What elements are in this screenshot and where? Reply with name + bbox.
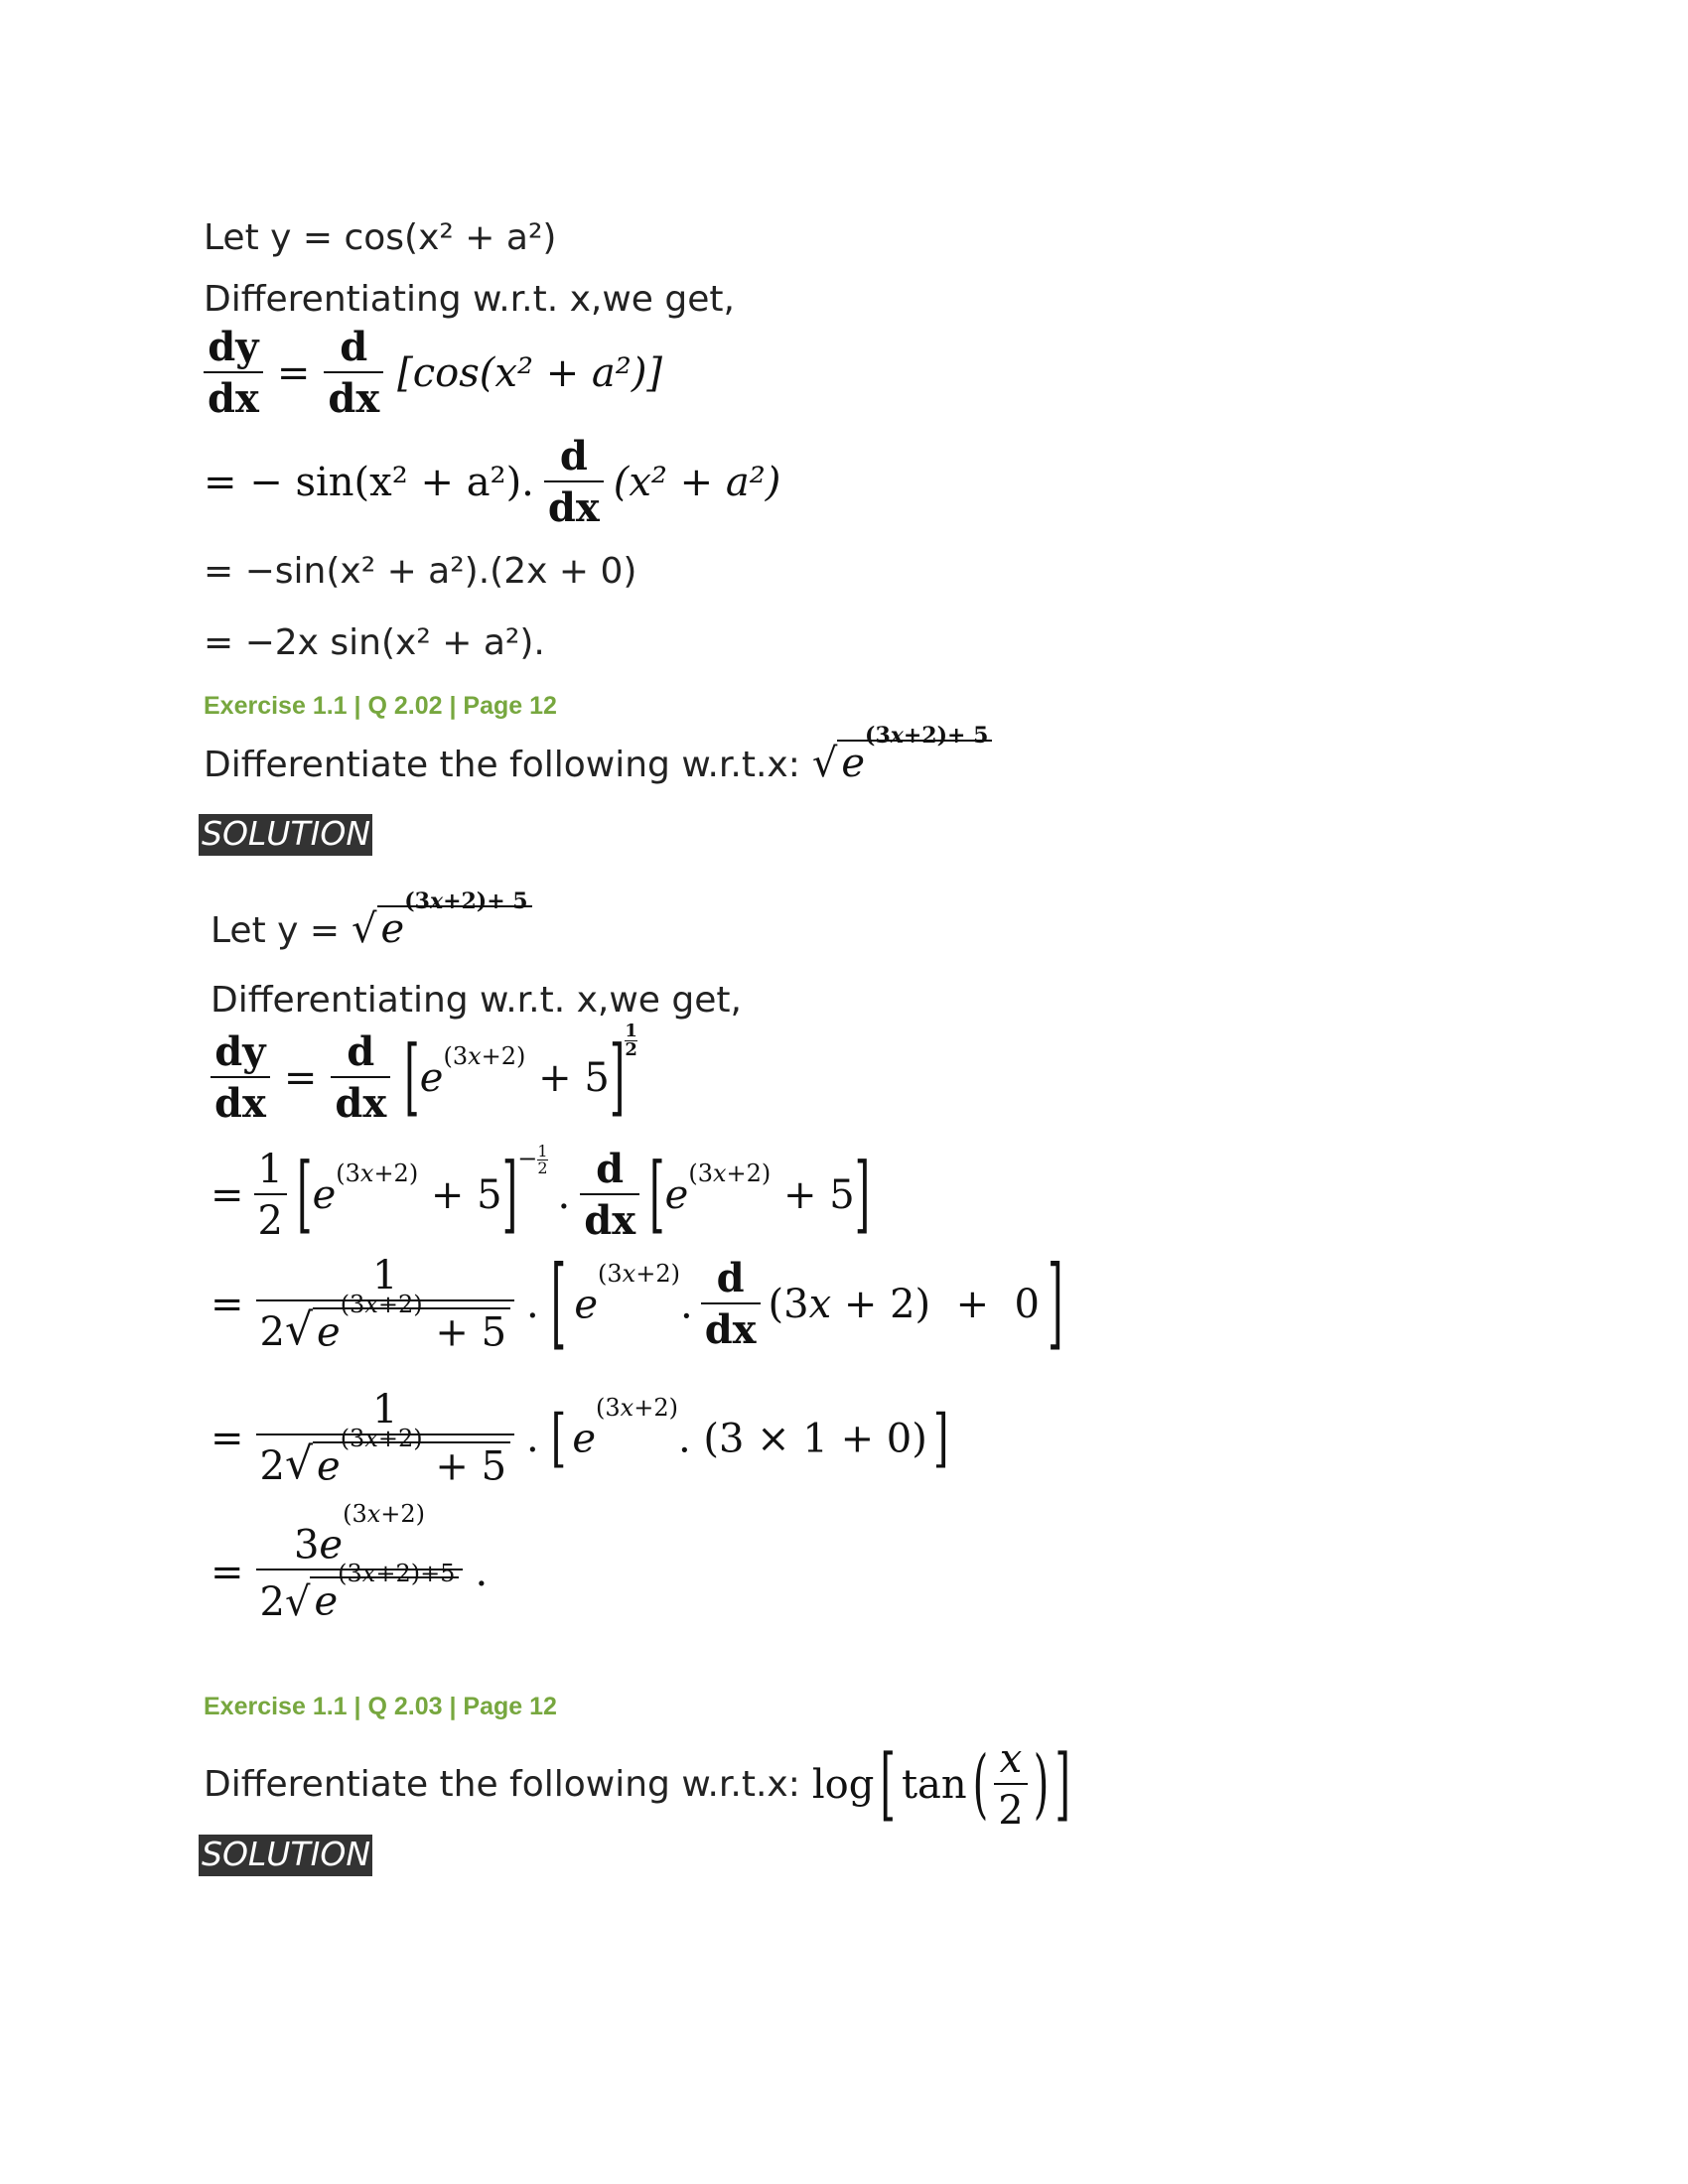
derivative-step-3 — [204, 551, 637, 592]
question-q203-expr: log [ tan ( $\frac{x}{2}$ ) ] — [811, 1736, 1070, 1834]
question-q203-text: Differentiate the following w.r.t.x: — [204, 1764, 800, 1805]
let-y-sqrt: √ $e^{(3x+2)+ 5}$ — [352, 905, 532, 949]
differentiating-line-1 — [204, 279, 735, 320]
q202-step-1: $\frac{dy}{dx}$ = $\frac{d}{dx}$ [ e $^{(3x +2)}$ + 5 ] 1 2 — [211, 1032, 637, 1124]
solution-button-q202[interactable] — [199, 814, 372, 856]
dx-denominator: dx — [324, 371, 383, 419]
inner-expression: (x² + a²) — [613, 460, 781, 505]
question-q202-sqrt — [811, 722, 993, 786]
derivative-step-1 — [204, 324, 663, 422]
exercise-ref-q203-text[interactable]: Exercise 1.1 | Q 2.03 | Page 12 — [204, 1693, 557, 1720]
solution-button-q203[interactable] — [199, 1835, 372, 1876]
differentiating-text-2: Differentiating w.r.t. x,we get, — [211, 980, 742, 1021]
question-q203 — [204, 1736, 1070, 1834]
question-q202 — [204, 722, 992, 786]
solution-label-q203[interactable]: SOLUTION — [202, 1835, 371, 1873]
d-numerator: d — [340, 324, 368, 370]
q202-step-5: = $3e^{(3x+2)}$ 2 √ $e^{(3x+2)+5}$ . — [211, 1500, 489, 1625]
radicand-q202: $e^{(3x+2)+ 5}$ — [837, 740, 992, 783]
let-y-cos-line — [204, 217, 557, 258]
two-denominator: 2 — [994, 1783, 1027, 1831]
differentiating-text-1: Differentiating w.r.t. x,we get, — [204, 279, 735, 320]
x-over-2-fraction — [994, 1736, 1027, 1834]
step4-text: = −2x sin(x² + a²). — [204, 622, 545, 663]
derivative-step-2 — [204, 433, 781, 531]
q202-step-4: = 1 2 √ $e^{(3x+2)} + 5$ . [ $e^{(3x+2)}$. (3 × 1 + 0) ] — [211, 1387, 949, 1490]
step3-text: = −sin(x² + a²).(2x + 0) — [204, 551, 637, 592]
dx-denominator-2: dx — [544, 480, 604, 528]
let-y-sqrt-line — [211, 887, 532, 952]
cos-expression: [cos(x² + a²)] — [397, 350, 663, 396]
d-dx-operator-2 — [544, 433, 604, 531]
exercise-ref-q202[interactable] — [204, 692, 557, 721]
equals-sign: = — [276, 350, 311, 396]
d-numerator-2: d — [559, 433, 588, 479]
q202-step-2: = $\frac{1}{2}$ [ e $^{(3x +2)}$ + 5 ] − $\frac{1}{2}$ . $\frac{d}{dx}$ [ e $^{(3x +2)}$ + 5 ] — [211, 1141, 871, 1244]
exercise-ref-q203[interactable] — [204, 1693, 557, 1721]
log-text: log — [811, 1762, 875, 1808]
let-y-prefix: Let y = — [211, 910, 341, 951]
question-q202-text: Differentiate the following w.r.t.x: — [204, 745, 800, 785]
d-dx-operator — [324, 324, 383, 422]
x-numerator: x — [999, 1736, 1023, 1782]
differentiating-line-2 — [211, 980, 742, 1021]
neg-sin-expression: = − sin(x² + a²). — [204, 460, 534, 505]
dy-dx-fraction — [204, 324, 263, 422]
derivative-step-4 — [204, 622, 545, 663]
solution-label-q202[interactable]: SOLUTION — [202, 814, 371, 853]
dy-numerator: dy — [208, 324, 259, 370]
let-y-cos-text: Let y = cos(x² + a²) — [204, 217, 557, 258]
exercise-ref-q202-text[interactable]: Exercise 1.1 | Q 2.02 | Page 12 — [204, 692, 557, 720]
tan-text: tan — [901, 1762, 967, 1808]
dx-denominator: dx — [204, 371, 263, 419]
q202-step-3: = 1 2 √ $e^{(3x+2)} + 5$ . [ $e^{(3x+2)}$. $\frac{d}{dx}$ (3x + 2) + 0 ] — [211, 1247, 1063, 1362]
radical-sign: √ — [811, 741, 838, 786]
